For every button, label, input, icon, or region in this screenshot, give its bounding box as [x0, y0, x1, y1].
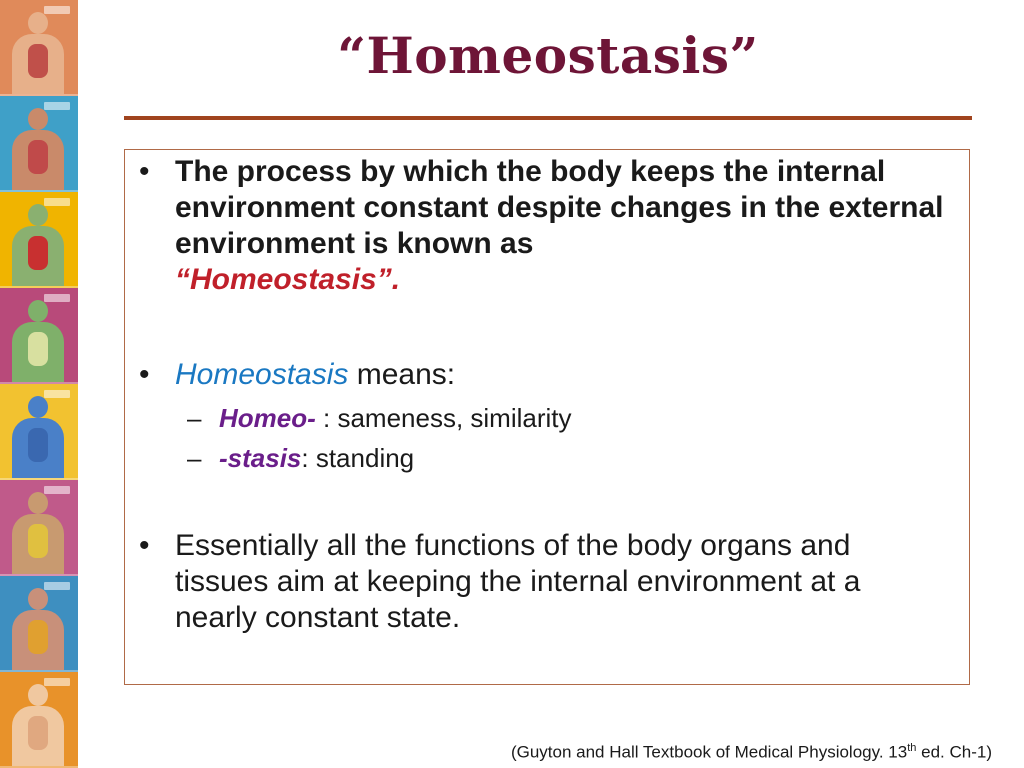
dash-marker: – [187, 443, 202, 473]
bullet-marker-1: • [139, 155, 150, 188]
subitem-stasis [187, 442, 414, 474]
bullet-marker-2: • [139, 358, 150, 391]
homeostasis-highlight: “Homeostasis”. [175, 263, 401, 296]
figure-head [28, 300, 48, 322]
nervous-system-panel [0, 480, 78, 576]
homeostasis-term: Homeostasis [175, 358, 349, 391]
figure-organ [28, 140, 48, 174]
reference-edition: ed. Ch-1) [916, 742, 992, 762]
means-text: means: [348, 358, 456, 391]
homeo-definition: : sameness, similarity [315, 403, 572, 433]
figure-organ [28, 428, 48, 462]
circulatory-system-panel [0, 192, 78, 288]
subitem-homeo [187, 402, 572, 434]
bullet-functions: Essentially all the functions of the body organs and tissues aim at keeping the internal environment at a nearly constant state. [175, 529, 861, 634]
muscular-system-panel [0, 384, 78, 480]
homeo-term: Homeo- [219, 403, 316, 433]
panel-caption [44, 294, 70, 302]
panel-caption [44, 486, 70, 494]
figure-organ [28, 332, 48, 366]
skeletal-system-panel [0, 288, 78, 384]
anatomy-image-strip [0, 0, 78, 768]
figure-organ [28, 620, 48, 654]
figure-head [28, 108, 48, 130]
bullet-definition [175, 154, 965, 298]
panel-caption [44, 582, 70, 590]
figure-organ [28, 716, 48, 750]
slide-title: “Homeostasis” [337, 26, 759, 85]
endocrine-system-panel [0, 576, 78, 672]
panel-caption [44, 390, 70, 398]
figure-head [28, 588, 48, 610]
panel-caption [44, 102, 70, 110]
dash-marker: – [187, 403, 202, 433]
reference-superscript: th [907, 742, 917, 754]
panel-caption [44, 198, 70, 206]
title-divider [124, 116, 972, 120]
digestive-system-panel [0, 0, 78, 96]
stasis-term: -stasis [219, 443, 302, 473]
panel-caption [44, 678, 70, 686]
reproductive-system-panel [0, 672, 78, 768]
figure-head [28, 204, 48, 226]
reference-text: (Guyton and Hall Textbook of Medical Physiology. 13 [510, 742, 908, 762]
panel-caption [44, 6, 70, 14]
figure-head [28, 12, 48, 34]
figure-head [28, 492, 48, 514]
definition-text: The process by which the body keeps the internal environment constant despite changes in the external environment is known as [175, 155, 944, 260]
reference-citation [511, 742, 992, 763]
bullet-means [175, 357, 455, 393]
stasis-definition: : standing [301, 443, 415, 473]
content-box [124, 149, 970, 685]
figure-organ [28, 236, 48, 270]
figure-organ [28, 524, 48, 558]
bullet-marker-3: • [139, 529, 150, 562]
figure-head [28, 396, 48, 418]
respiratory-system-panel [0, 96, 78, 192]
figure-organ [28, 44, 48, 78]
figure-head [28, 684, 48, 706]
